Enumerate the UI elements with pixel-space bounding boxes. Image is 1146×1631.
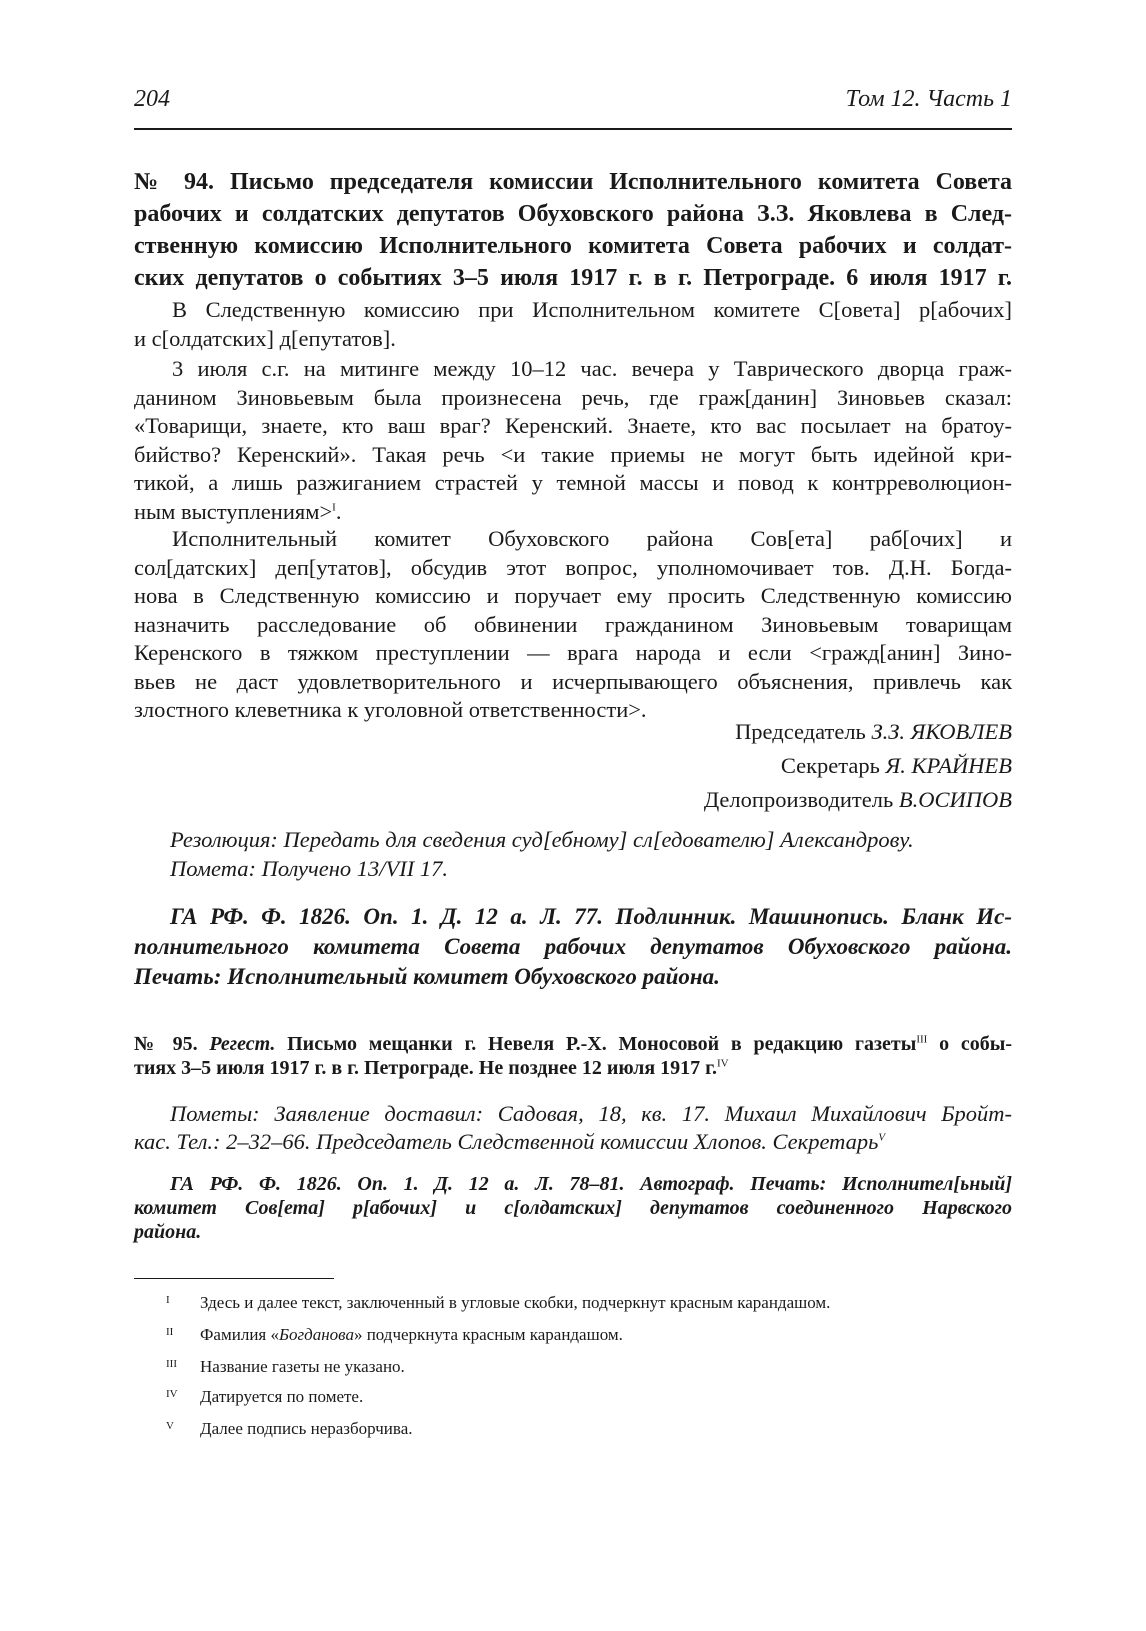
doc94-title [134,166,1012,294]
signature-clerk [704,786,1012,814]
page-number: 204 [134,86,170,112]
paragraph-line: «Товарищи, знаете, кто ваш враг? Керенский. Знаете, кто вас посылает на братоу- [134,413,1012,438]
doc95-title-text: тиях 3–5 июля 1917 г. в г. Петрограде. Не позднее 12 июля 1917 г. [134,1057,717,1079]
footnote-number: III [166,1358,177,1370]
doc95-title-line [134,1032,1012,1056]
footnote-text: Здесь и далее текст, заключенный в угловые скобки, подчеркнут красным карандашом. [200,1293,831,1312]
paragraph-line: назначить расследование об обвинении гражданином Зиновьевым товарищам [134,611,1012,637]
footnote-number: I [166,1294,170,1306]
archive-line: ГА РФ. Ф. 1826. Оп. 1. Д. 12 а. Л. 77. Подлинник. Машинопись. Бланк Ис- [170,904,1012,929]
doc95-title-line [134,1056,1012,1080]
footnote-number: IV [166,1388,178,1400]
signature-role: Секретарь [780,753,886,778]
paragraph-line: тикой, а лишь разжиганием страстей у темной массы и повод к контрреволюцион- [134,470,1012,495]
doc94-resolution [170,826,1012,883]
footnote-text: Датируется по помете. [200,1387,364,1406]
doc95-title-text: о собы- [927,1033,1012,1055]
paragraph-line: нова в Следственную комиссию и поручает ему просить Следственную комиссию [134,583,1012,608]
paragraph-line: Исполнительный комитет Обуховского района Сов[ета] раб[очих] и [172,526,1012,551]
paragraph-line-last: ным выступлениям>$^I$. [134,498,342,524]
paragraph-line: Керенского в тяжком преступлении — врага народа и если <гражд[анин] Зино- [134,640,1012,665]
archive-line: комитет Сов[ета] р[абочих] и с[олдатских] депутатов соединенного Нарвского [134,1197,1012,1219]
address-line: и с[олдатских] д[епутатов]. [134,325,396,351]
paragraph-line: злостного клеветника к уголовной ответственности>. [134,697,647,722]
notes-text: кас. Тел.: 2–32–66. Председатель Следственной комиссии Хлопов. Секретарь [134,1129,879,1154]
doc95-notes [170,1100,1012,1129]
paragraph-line: бийство? Керенский». Такая речь <и такие приемы не могут быть идейной кри- [134,441,1012,467]
footnote-text: Далее подпись неразборчива. [200,1419,413,1438]
doc94-paragraph-1 [134,355,1012,526]
signature-role: Делопроизводитель [703,787,899,812]
doc94-title-line: рабочих и солдатских депутатов Обуховского района З.З. Яковлева в След- [134,201,1012,227]
footnote-text-part: Фамилия « [200,1325,279,1344]
footnote-number: V [166,1420,174,1432]
notes-line [134,1128,1012,1157]
doc94-address [134,296,1012,353]
doc94-title-line: ственную комиссию Исполнительного комитета Совета рабочих и солдат- [134,233,1012,259]
doc94-title-line: № 94. Письмо председателя комиссии Исполнительного комитета Совета [134,169,1012,195]
resolution-line: Резолюция: Передать для сведения суд[ебному] сл[едователю] Александрову. [170,827,914,852]
signature-chairman [735,718,1012,746]
doc95-regest-label: Регест. [209,1033,276,1055]
paragraph-text: ным выступлениям> [134,498,333,524]
paragraph-line: вьев не даст удовлетворительного и исчерпывающего объяснения, привлечь как [134,668,1012,694]
notes-line: Пометы: Заявление доставил: Садовая, 18, кв. 17. Михаил Михайлович Бройт- [170,1101,1012,1126]
footnote-ref: IV [717,1057,729,1070]
archive-line: района. [134,1221,202,1243]
doc94-archive-reference [134,902,1012,992]
signature-role: Председатель [735,719,872,744]
volume-label: Том 12. Часть 1 [845,86,1012,112]
paragraph-line: сол[датских] деп[утатов], обсудив этот вопрос, уполномочивает тов. Д.Н. Богда- [134,554,1012,580]
doc95-number: № 95. [134,1033,210,1055]
footnote-ref: III [916,1033,928,1046]
header-rule [134,128,1012,130]
footnote-ref: I [332,501,336,513]
footnote-text: Название газеты не указано. [200,1357,405,1376]
footnote-ref: V [878,1131,886,1144]
archive-line: ГА РФ. Ф. 1826. Оп. 1. Д. 12 а. Л. 78–81. Автограф. Печать: Исполнител[ьный] [170,1173,1012,1195]
archive-line: Печать: Исполнительный комитет Обуховского района. [134,964,720,989]
paragraph-line: данином Зиновьевым была произнесена речь, где граж[данин] Зиновьев сказал: [134,384,1012,410]
signature-secretary [781,752,1012,780]
signature-name: В.ОСИПОВ [898,787,1012,812]
signature-name: З.З. ЯКОВЛЕВ [871,719,1012,744]
footnote-text [200,1324,623,1346]
doc95-archive-reference [134,1172,1012,1244]
footnote-text-italic: Богданова [278,1325,354,1344]
doc95-title-text: Письмо мещанки г. Невеля Р.-Х. Моносовой в редакцию газеты [275,1033,917,1055]
paragraph-line: 3 июля с.г. на митинге между 10–12 час. вечера у Таврического дворца граж- [172,356,1012,381]
doc95-title [134,1032,1012,1080]
signature-name: Я. КРАЙНЕВ [885,753,1012,778]
doc95-notes-cont [134,1128,1012,1157]
footnote-rule [134,1278,334,1279]
archive-line: полнительного комитета Совета рабочих депутатов Обуховского района. [134,934,1012,959]
doc94-paragraph-2 [134,525,1012,725]
footnote-text-part: » подчеркнута красным карандашом. [353,1325,623,1344]
resolution-line: Помета: Получено 13/VII 17. [170,855,449,881]
footnote-number: II [166,1326,174,1338]
address-line: В Следственную комиссию при Исполнительном комитете С[овета] р[абочих] [172,297,1012,322]
doc94-title-line: ских депутатов о событиях 3–5 июля 1917 г. в г. Петрограде. 6 июля 1917 г. [134,265,1012,291]
